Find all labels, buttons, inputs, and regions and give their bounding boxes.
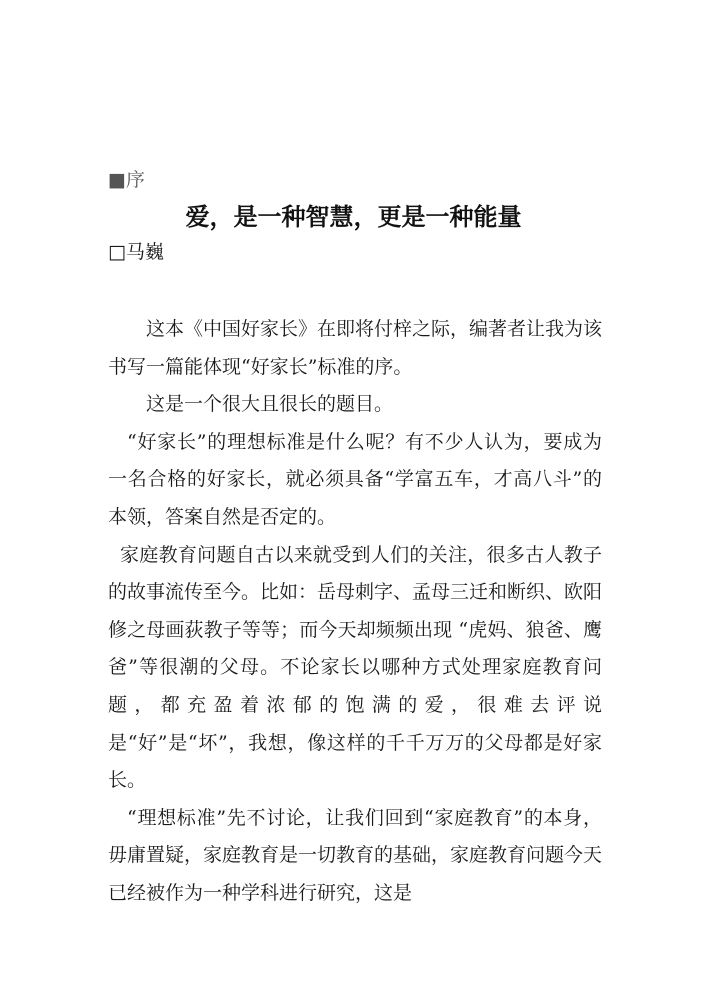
paragraph: 这本《中国好家长》在即将付梓之际，编著者让我为该书写一篇能体现“好家长”标准的序。 — [108, 318, 603, 378]
paragraph: 家庭教育问题自古以来就受到人们的关注，很多古人教子的故事流传至今。比如：岳母刺字、孟母三迁和断织、欧阳修之母画荻教子等等；而今天却频频出现 “虎妈、狼爸、鹰爸”等很潮的父母。不论家长以哪种方式处理家庭教育问题，都充盈着浓郁的饱满的爱，很难去评说是“好”是“坏”，我想，像这样的千千万万的父母都是好家长。 — [108, 543, 603, 792]
article-body — [108, 311, 602, 913]
paragraph: 这是一个很大且很长的题目。 — [146, 393, 394, 416]
paragraph: “好家长”的理想标准是什么呢？有不少人认为，要成为一名合格的好家长，就必须具备“学富五车，才高八斗”的本领，答案自然是否定的。 — [108, 430, 602, 528]
paragraph: “理想标准”先不讨论，让我们回到“家庭教育”的本身，毋庸置疑，家庭教育是一切教育的基础，家庭教育问题今天已经被作为一种学科进行研究，这是 — [108, 806, 603, 904]
article-title: 爱，是一种智慧，更是一种能量 — [185, 203, 522, 231]
author-byline: □马巍 — [108, 241, 164, 263]
section-label: ■序 — [108, 169, 145, 191]
